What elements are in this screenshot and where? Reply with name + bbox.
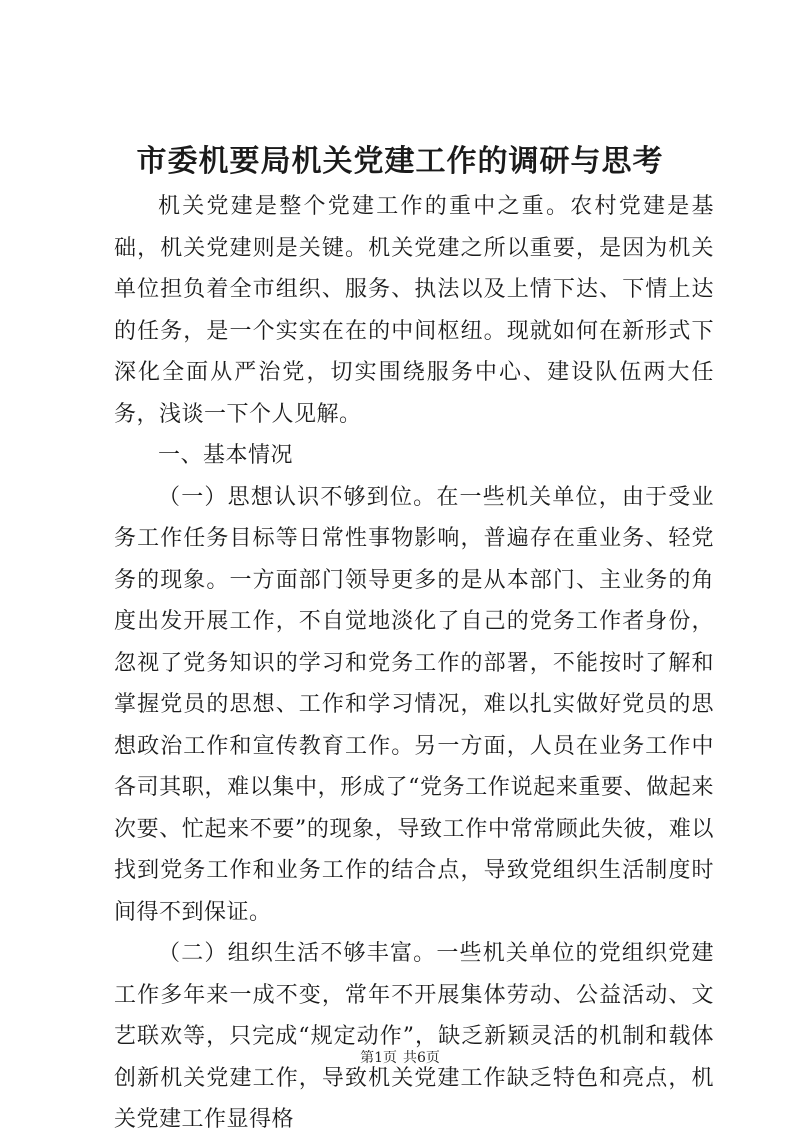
paragraph-point-one: （一）思想认识不够到位。在一些机关单位，由于受业务工作任务目标等日常性事物影响，普遍存在重业务、轻党务的现象。一方面部门领导更多的是从本部门、主业务的角度出发开展工作，不自觉地淡化了自己的党务工作者身份，忽视了党务知识的学习和党务工作的部署，不能按时了解和掌握党员的思想、工作和学习情况，难以扎实做好党员的思想政治工作和宣传教育工作。另一方面，人员在业务工作中各司其职，难以集中，形成了“党务工作说起来重要、做起来次要、忙起来不要”的现象，导致工作中常常顾此失彼，难以找到党务工作和业务工作的结合点，导致党组织生活制度时间得不到保证。 [114,484,714,925]
page-total: 共6页 [403,1050,440,1066]
section-heading-basic-situation: 一、基本情况 [158,443,294,468]
paragraph-point-two: （二）组织生活不够丰富。一些机关单位的党组织党建工作多年来一成不变，常年不开展集体劳动、公益活动、文艺联欢等，只完成“规定动作”，缺乏新颖灵活的机制和载体创新机关党建工作，导致机关党建工作缺乏特色和亮点，机关党建工作显得格 [114,941,714,1132]
page-footer [0,1048,800,1068]
document-body [114,186,714,1141]
paragraph-intro: 机关党建是整个党建工作的重中之重。农村党建是基础，机关党建则是关键。机关党建之所以重要，是因为机关单位担负着全市组织、服务、执法以及上情下达、下情上达的任务，是一个实实在在的中间枢纽。现就如何在新形式下深化全面从严治党，切实围绕服务中心、建设队伍两大任务，浅谈一下个人见解。 [114,194,714,427]
document-title: 市委机要局机关党建工作的调研与思考 [136,144,664,179]
page-number: 第1页 [360,1050,397,1066]
